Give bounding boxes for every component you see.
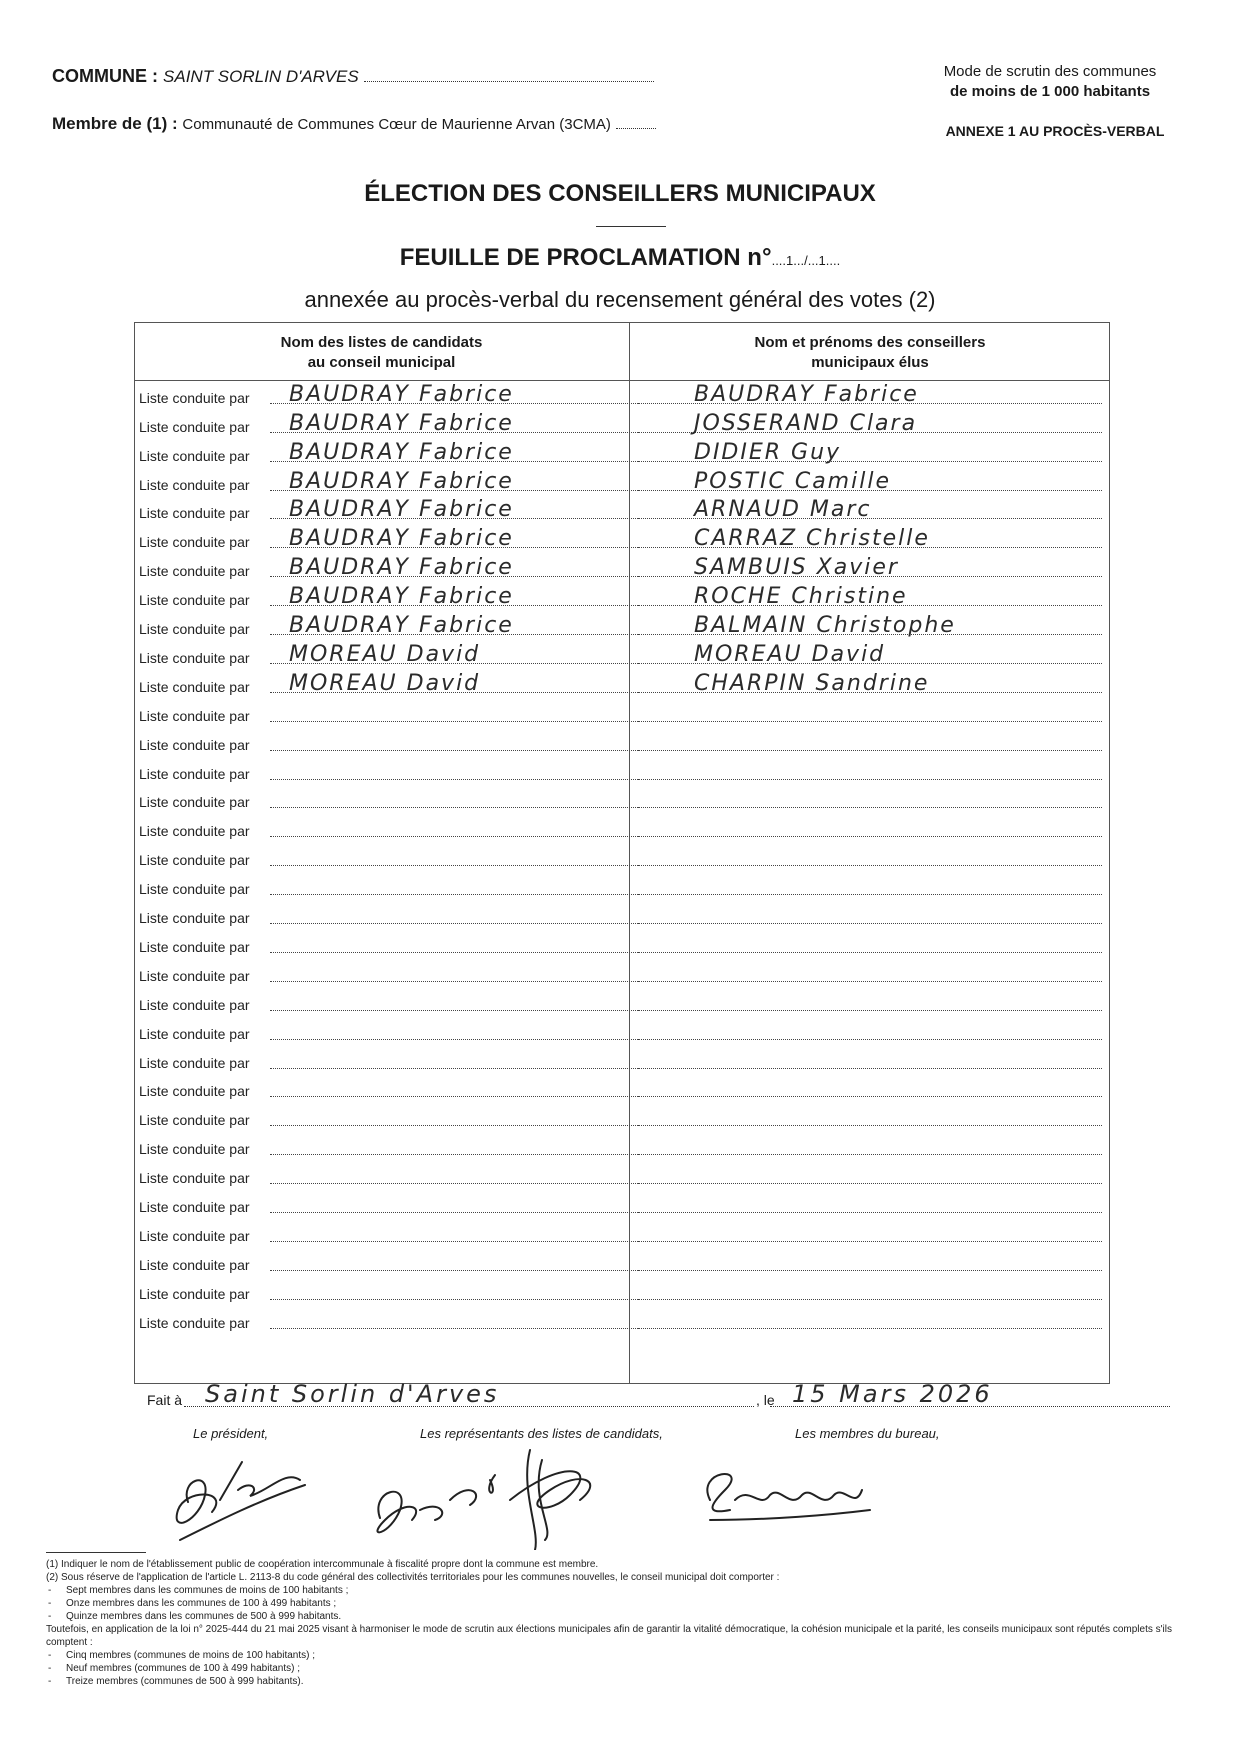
table-row [134,727,1110,756]
elected-dotted-line [638,1010,1102,1011]
elected-dotted-line [638,1270,1102,1271]
fait-place: Saint Sorlin d'Arves [205,1380,500,1408]
elected-councillor-name: ARNAUD Marc [694,497,872,523]
footnote-2-item: - Quinze membres dans les communes de 500 à 999 habitants. [46,1610,1206,1623]
elected-councillor-name: BALMAIN Christophe [694,613,956,639]
table-row [134,1045,1110,1074]
elected-dotted-line [638,981,1102,982]
list-leader-name: MOREAU David [289,641,481,667]
elected-dotted-line [638,750,1102,751]
elected-councillor-name: JOSSERAND Clara [694,410,918,436]
table-row [134,525,1110,554]
representatives-label: Les représentants des listes de candidats, [420,1426,663,1441]
row-label: Liste conduite par [139,649,250,666]
footnote-3: Toutefois, en application de la loi n° 2025-444 du 21 mai 2025 visant à harmoniser le mode de scrutin aux élections municipales afin de garantir la vitalité démocratique, la cohésion municipale et la parité, les conseils municipaux sont réputés complets s'ils comptent : [46,1624,1172,1648]
table-row [134,438,1110,467]
elected-councillor-name: DIDIER Guy [694,439,842,465]
elected-dotted-line [638,1241,1102,1242]
row-label: Liste conduite par [139,1025,250,1042]
row-label: Liste conduite par [139,823,250,840]
table-row [134,1160,1110,1189]
row-label: Liste conduite par [139,736,250,753]
column-header-lists-line-1: Nom des listes de candidats [280,334,483,351]
president-signature [177,1462,305,1540]
table-row [134,1131,1110,1160]
row-label: Liste conduite par [139,881,250,898]
elected-dotted-line [638,865,1102,866]
list-leader-name: BAUDRAY Fabrice [289,584,514,610]
table-row [134,1103,1110,1132]
column-header-lists [134,333,629,373]
footnote-3-item: - Treize membres (communes de 500 à 999 habitants). [46,1675,1206,1688]
elected-dotted-line [638,807,1102,808]
commune-label: COMMUNE : [52,66,158,86]
representative-signature-1 [377,1475,495,1532]
footnote-2: (2) Sous réserve de l'application de l'article L. 2113-8 du code général des collectivités territoriales pour les communes nouvelles, le conseil municipal doit comporter : [46,1572,780,1583]
row-label: Liste conduite par [139,592,250,609]
elected-dotted-line [638,1154,1102,1155]
table-row [134,553,1110,582]
column-header-lists-line-2: au conseil municipal [307,354,456,371]
row-label: Liste conduite par [139,996,250,1013]
page-title: ÉLECTION DES CONSEILLERS MUNICIPAUX [364,180,876,207]
list-leader-name: BAUDRAY Fabrice [289,468,514,494]
membre-value: Communauté de Communes Cœur de Maurienne Arvan (3CMA) [182,116,611,133]
annexe-label: ANNEXE 1 AU PROCÈS-VERBAL [945,123,1165,139]
row-label: Liste conduite par [139,418,250,435]
row-label: Liste conduite par [139,967,250,984]
table-row [134,1305,1110,1334]
table-row [134,467,1110,496]
table-row [134,1247,1110,1276]
column-header-elected-line-1: Nom et prénoms des conseillers [754,334,986,351]
table-row [134,814,1110,843]
table-row [134,1218,1110,1247]
row-label: Liste conduite par [139,938,250,955]
elected-councillor-name: ROCHE Christine [694,584,908,610]
footnote-3-item: - Cinq membres (communes de moins de 100 habitants) ; [46,1649,1206,1662]
table-row [134,1276,1110,1305]
elected-dotted-line [638,923,1102,924]
elected-dotted-line [638,1212,1102,1213]
representative-signature-2 [510,1450,590,1550]
row-label: Liste conduite par [139,1170,250,1187]
row-label: Liste conduite par [139,852,250,869]
footnote-1: (1) Indiquer le nom de l'établissement public de coopération intercommunale à fiscalité propre dont la commune est membre. [46,1559,599,1570]
row-label: Liste conduite par [139,534,250,551]
proclamation-text: FEUILLE DE PROCLAMATION n° [399,244,772,271]
elected-dotted-line [638,1125,1102,1126]
table-row [134,409,1110,438]
membre-dots [616,128,656,129]
elected-dotted-line [638,1183,1102,1184]
elected-dotted-line [638,779,1102,780]
elected-councillor-name: BAUDRAY Fabrice [694,381,919,407]
table-row [134,1189,1110,1218]
president-label: Le président, [193,1426,269,1441]
column-header-elected [630,333,1110,373]
bureau-label: Les membres du bureau, [795,1426,940,1441]
list-leader-name: BAUDRAY Fabrice [289,613,514,639]
row-label: Liste conduite par [139,1083,250,1100]
elected-councillor-name: MOREAU David [694,641,886,667]
membre-line [52,114,656,134]
elected-dotted-line [638,1096,1102,1097]
footnote-2-item: - Onze membres dans les communes de 100 à 499 habitants ; [46,1597,1206,1610]
table-row [134,582,1110,611]
table-row [134,900,1110,929]
list-leader-name: BAUDRAY Fabrice [289,381,514,407]
list-leader-name: BAUDRAY Fabrice [289,497,514,523]
elected-councillor-name: CHARPIN Sandrine [694,670,930,696]
title-divider [596,226,666,227]
table-row [134,640,1110,669]
table-row [134,669,1110,698]
row-label: Liste conduite par [139,563,250,580]
commune-dots [364,81,654,82]
mode-line-2: de moins de 1 000 habitants [949,83,1151,100]
row-label: Liste conduite par [139,1199,250,1216]
elected-dotted-line [638,1068,1102,1069]
table-row [134,871,1110,900]
row-label: Liste conduite par [139,765,250,782]
row-label: Liste conduite par [139,678,250,695]
membre-label: Membre de [52,114,142,133]
commune-value: SAINT SORLIN D'ARVES [163,67,359,86]
list-leader-name: BAUDRAY Fabrice [289,410,514,436]
table-row [134,987,1110,1016]
table-row [134,496,1110,525]
proclamation-number: ....1.../...1.... [771,253,841,268]
row-label: Liste conduite par [139,707,250,724]
table-row [134,698,1110,727]
elected-dotted-line [638,836,1102,837]
table-row [134,958,1110,987]
row-label: Liste conduite par [139,476,250,493]
membre-note: (1) : [146,114,178,133]
table-row [134,380,1110,409]
list-leader-name: MOREAU David [289,670,481,696]
list-leader-name: BAUDRAY Fabrice [289,555,514,581]
bureau-signature [707,1474,870,1520]
annexee-line: annexée au procès-verbal du recensement général des votes (2) [304,287,936,312]
footnote-2-item: - Sept membres dans les communes de moins de 100 habitants ; [46,1584,1206,1597]
commune-line [52,66,654,87]
list-leader-name: BAUDRAY Fabrice [289,439,514,465]
elected-councillor-name: CARRAZ Christelle [694,526,930,552]
row-label: Liste conduite par [139,1054,250,1071]
column-header-elected-line-2: municipaux élus [811,354,929,371]
footnotes [46,1558,1206,1688]
row-label: Liste conduite par [139,447,250,464]
table-row [134,929,1110,958]
elected-dotted-line [638,952,1102,953]
date-label: , le [756,1392,775,1408]
footnote-divider [46,1552,146,1553]
elected-dotted-line [638,1039,1102,1040]
footnote-3-item: - Neuf membres (communes de 100 à 499 habitants) ; [46,1662,1206,1675]
row-label: Liste conduite par [139,1256,250,1273]
table-row [134,785,1110,814]
row-label: Liste conduite par [139,1141,250,1158]
row-label: Liste conduite par [139,389,250,406]
table-row [134,756,1110,785]
row-label: Liste conduite par [139,1285,250,1302]
elected-dotted-line [638,894,1102,895]
elected-dotted-line [638,721,1102,722]
elected-dotted-line [638,1299,1102,1300]
proclamation-title [0,244,1240,272]
signing-date: 15 Mars 2026 [792,1380,993,1408]
row-label: Liste conduite par [139,1112,250,1129]
table-row [134,611,1110,640]
signatures [150,1440,1150,1550]
row-label: Liste conduite par [139,621,250,638]
mode-line-1: Mode de scrutin des communes [943,63,1157,80]
table-row [134,1074,1110,1103]
table-row [134,842,1110,871]
elected-councillor-name: SAMBUIS Xavier [694,555,899,581]
elected-councillor-name: POSTIC Camille [694,468,891,494]
table-row [134,1016,1110,1045]
fait-label: Fait à [147,1392,183,1408]
elected-dotted-line [638,1328,1102,1329]
row-label: Liste conduite par [139,1227,250,1244]
row-label: Liste conduite par [139,794,250,811]
row-label: Liste conduite par [139,505,250,522]
mode-scrutin [920,62,1180,102]
list-leader-name: BAUDRAY Fabrice [289,526,514,552]
row-label: Liste conduite par [139,910,250,927]
row-label: Liste conduite par [139,1314,250,1331]
